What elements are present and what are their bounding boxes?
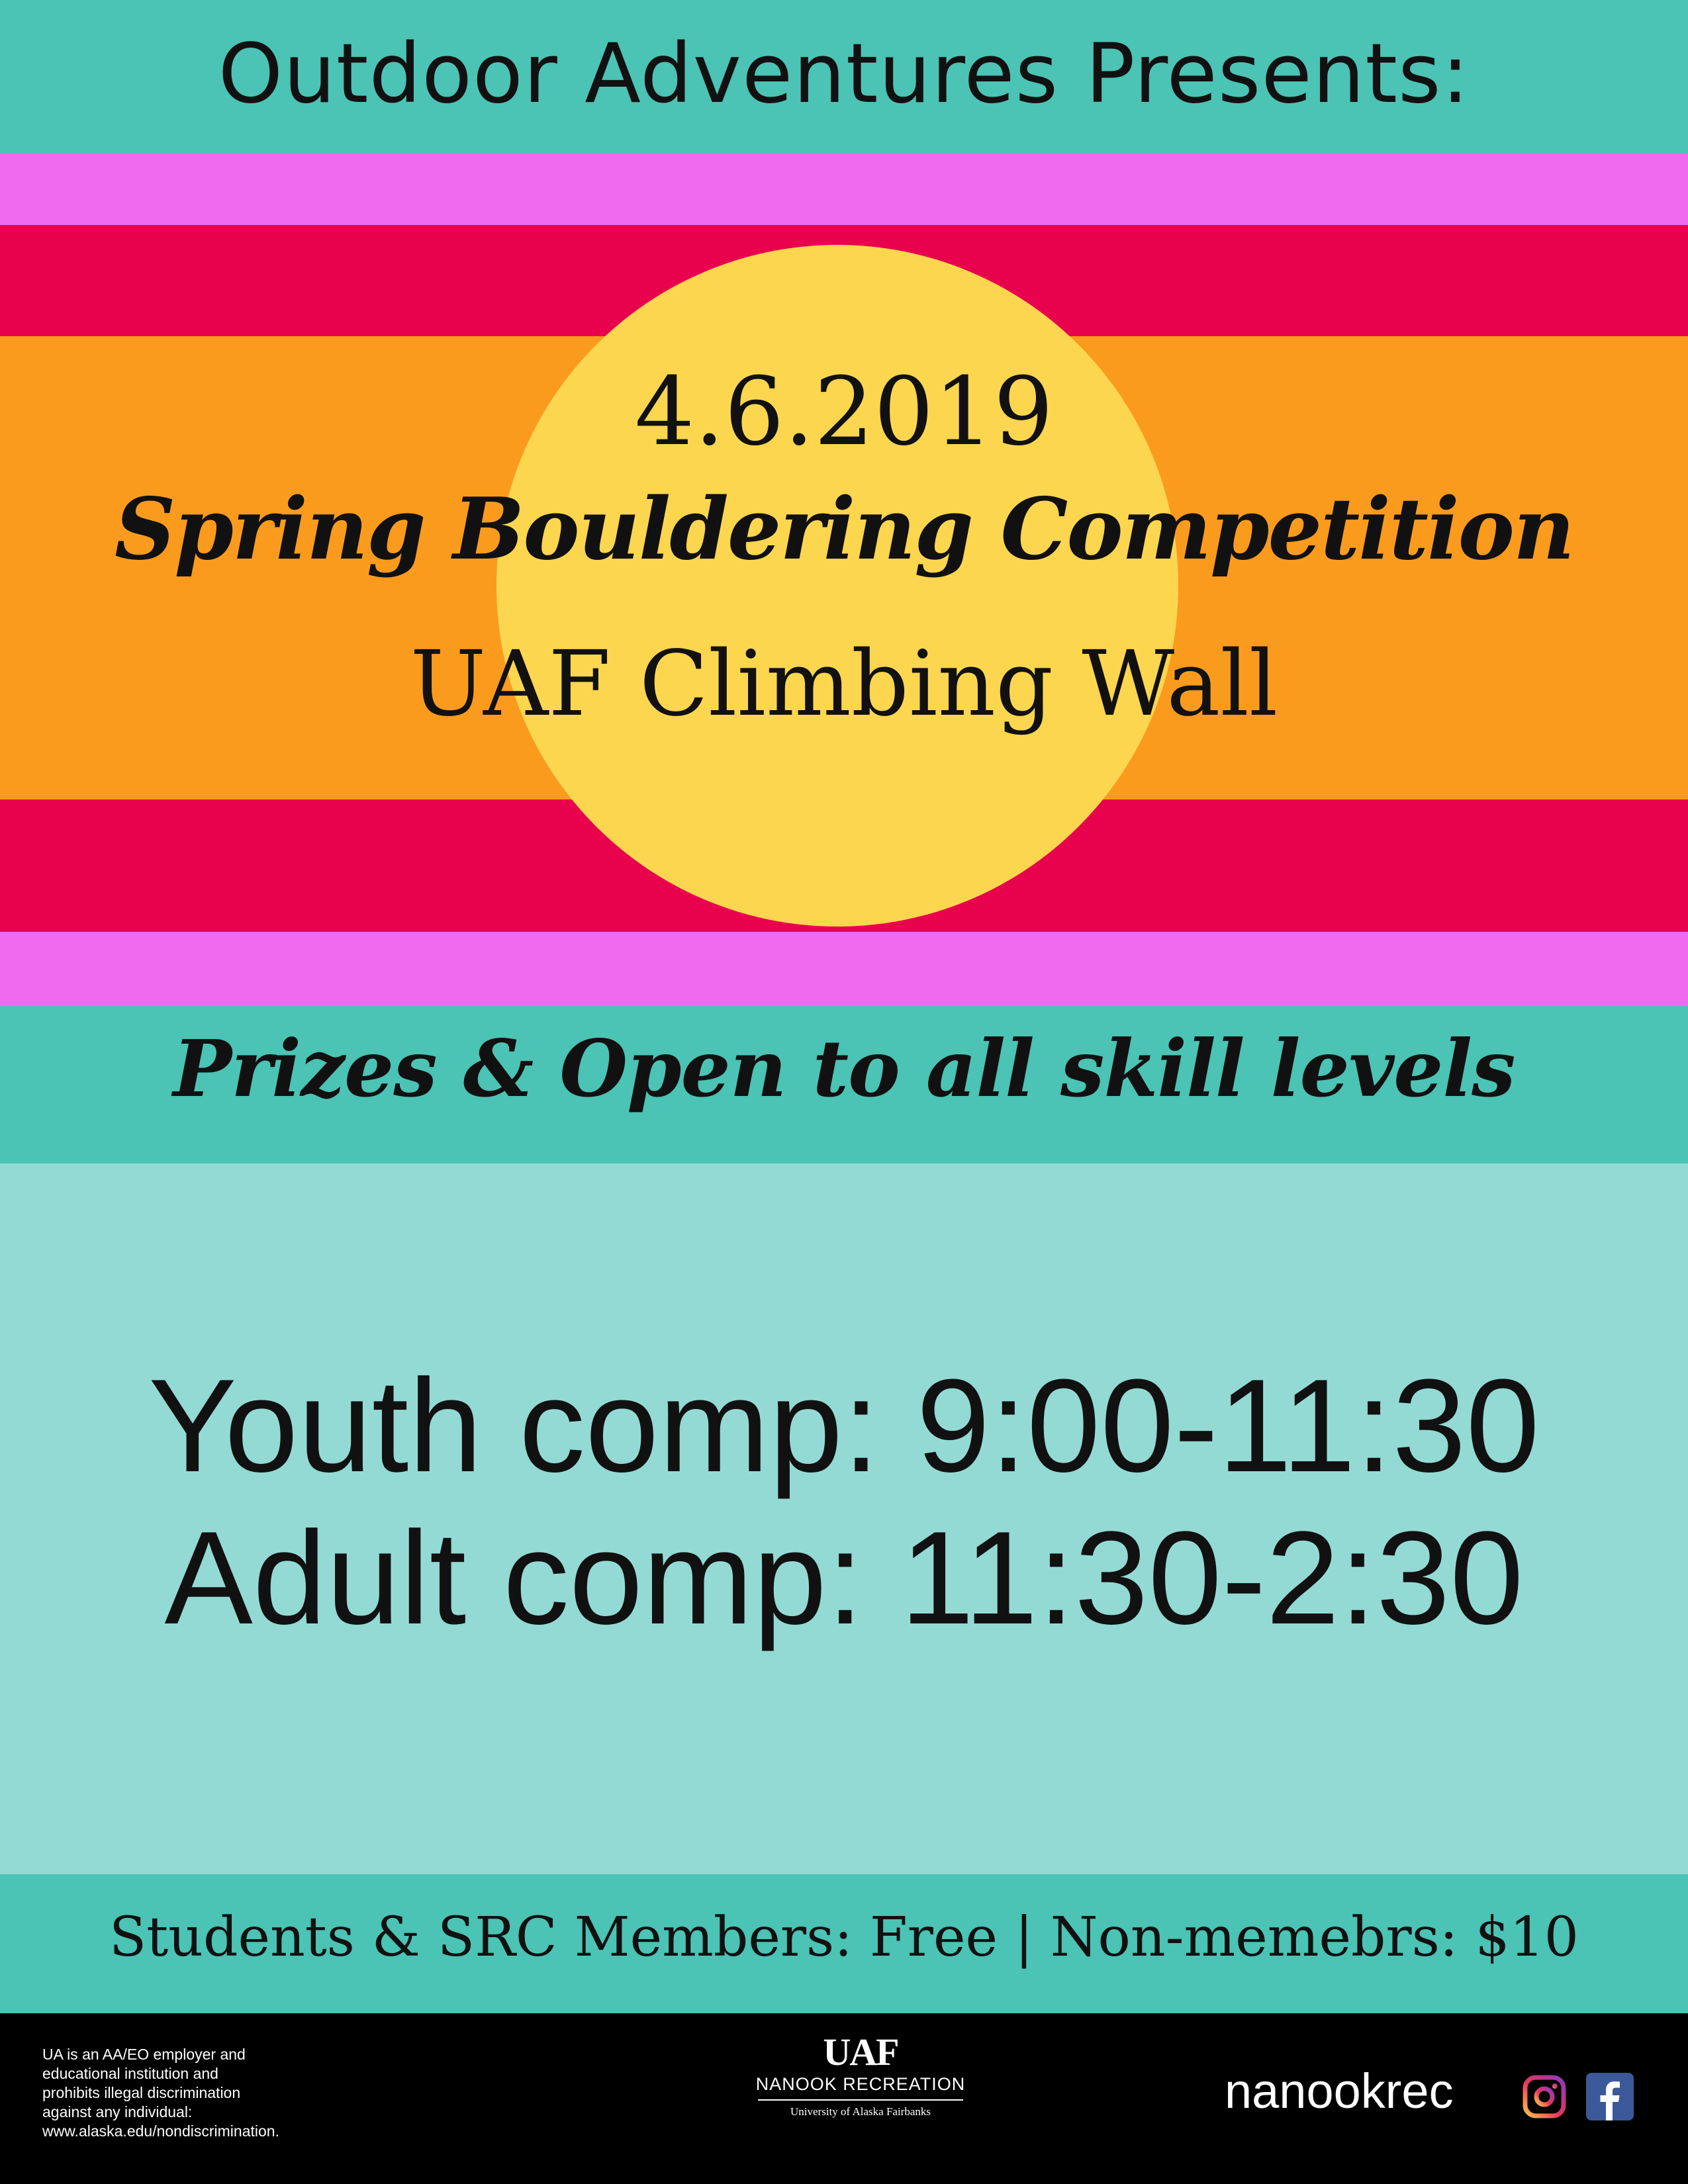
logo-name: NANOOK RECREATION [755,2074,966,2094]
disclaimer-line: against any individual: [42,2103,193,2120]
disclaimer-line: UA is an AA/EO employer and [42,2046,246,2063]
instagram-icon[interactable] [1523,2075,1566,2118]
pink-stripe-top [0,154,1688,225]
disclaimer-line: educational institution and [42,2065,218,2082]
event-venue: UAF Climbing Wall [410,632,1278,737]
presents-heading: Outdoor Adventures Presents: [218,26,1470,122]
sun-circle [496,245,1178,927]
nanook-recreation-logo [751,2032,970,2119]
uaf-logo-mark: UAF [823,2030,898,2073]
logo-subtitle: University of Alaska Fairbanks [790,2105,931,2118]
disclaimer-line: www.alaska.edu/nondiscrimination. [42,2122,279,2140]
pink-stripe-bottom [0,932,1688,1006]
pricing-text: Students & SRC Members: Free | Non-memebrs: $10 [109,1906,1579,1969]
logo-divider [758,2099,963,2101]
adult-schedule: Adult comp: 11:30-2:30 [164,1504,1524,1652]
event-title: Spring Bouldering Competition [114,480,1574,579]
nondiscrimination-notice [42,2045,413,2141]
disclaimer-line: prohibits illegal discrimination [42,2084,241,2101]
youth-schedule: Youth comp: 9:00-11:30 [148,1352,1540,1500]
facebook-icon[interactable] [1586,2073,1634,2120]
social-handle: nanookrec [1225,2064,1454,2118]
event-date: 4.6.2019 [634,357,1054,467]
event-tagline: Prizes & Open to all skill levels [173,1023,1515,1115]
